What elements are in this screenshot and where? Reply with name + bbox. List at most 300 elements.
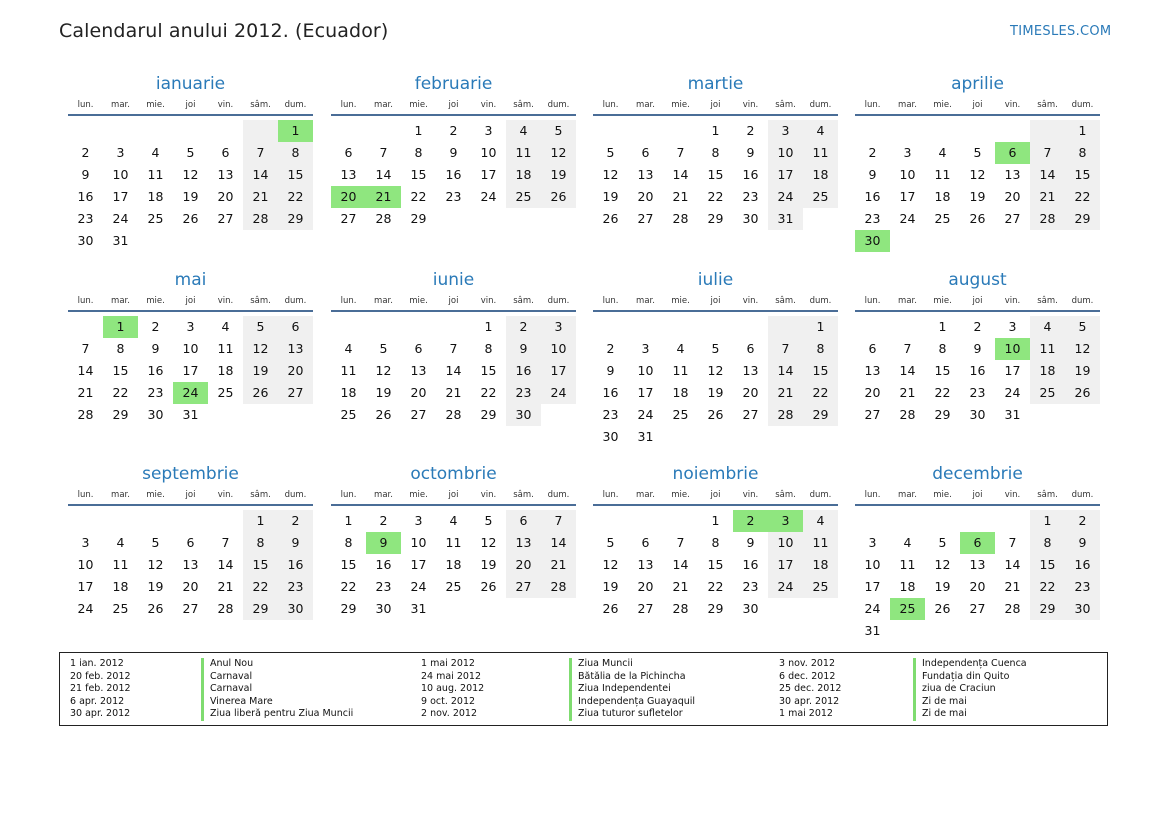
day-cell: 24 [77, 601, 94, 616]
day-grid [593, 120, 838, 230]
day-cell: 12 [707, 363, 724, 378]
holiday-day: 10 [995, 338, 1030, 360]
day-cell: 19 [1065, 360, 1100, 382]
weekday-label: mie. [409, 100, 428, 110]
day-cell: 21 [672, 579, 689, 594]
day-cell: 8 [803, 338, 838, 360]
legend-date: 24 mai 2012 [421, 670, 482, 682]
weekday-label: mar. [374, 296, 393, 306]
weekday-label: mie. [146, 100, 165, 110]
day-cell: 10 [768, 532, 803, 554]
day-cell: 6 [344, 145, 353, 160]
weekday-header [68, 292, 313, 310]
day-cell: 25 [803, 186, 838, 208]
day-cell: 9 [606, 363, 615, 378]
day-grid [855, 120, 1100, 252]
day-cell: 24 [864, 601, 881, 616]
day-cell: 18 [672, 385, 689, 400]
empty-cell [698, 316, 733, 338]
day-cell: 3 [868, 535, 877, 550]
weekday-label: vin. [217, 100, 234, 110]
day-cell: 12 [602, 557, 619, 572]
day-cell: 6 [868, 341, 877, 356]
month-aprilie [855, 72, 1100, 252]
day-cell: 10 [768, 142, 803, 164]
day-cell: 21 [445, 385, 462, 400]
header-divider [855, 504, 1100, 506]
day-cell: 23 [445, 189, 462, 204]
day-cell: 28 [375, 211, 392, 226]
weekday-header [331, 292, 576, 310]
day-cell: 14 [672, 557, 689, 572]
holiday-day: 1 [103, 316, 138, 338]
weekday-label: mar. [898, 100, 917, 110]
day-cell: 13 [340, 167, 357, 182]
day-cell: 26 [375, 407, 392, 422]
day-cell: 27 [742, 407, 759, 422]
empty-cell [768, 316, 803, 338]
day-cell: 8 [116, 341, 125, 356]
weekday-label: mie. [671, 100, 690, 110]
month-septembrie [68, 462, 313, 620]
weekday-label: mar. [636, 100, 655, 110]
day-cell: 24 [112, 211, 129, 226]
day-cell: 3 [116, 145, 125, 160]
weekday-label: dum. [809, 296, 832, 306]
day-cell: 12 [182, 167, 199, 182]
day-cell: 18 [340, 385, 357, 400]
month-title: decembrie [932, 464, 1023, 484]
day-cell: 12 [602, 167, 619, 182]
month-august [855, 268, 1100, 426]
legend-date: 2 nov. 2012 [421, 708, 477, 719]
holiday-day: 3 [768, 510, 803, 532]
day-cell: 19 [602, 189, 619, 204]
weekday-label: joi [448, 490, 459, 500]
day-cell: 26 [934, 601, 951, 616]
empty-cell [173, 120, 208, 142]
day-cell: 2 [1065, 510, 1100, 532]
day-cell: 23 [1065, 576, 1100, 598]
day-cell: 15 [707, 167, 724, 182]
day-cell: 2 [506, 316, 541, 338]
day-cell: 24 [899, 211, 916, 226]
day-cell: 18 [934, 189, 951, 204]
empty-cell [208, 510, 243, 532]
empty-cell [103, 120, 138, 142]
day-cell: 11 [340, 363, 357, 378]
day-cell: 30 [506, 404, 541, 426]
day-cell: 7 [1008, 535, 1017, 550]
day-cell: 6 [278, 316, 313, 338]
day-cell: 26 [541, 186, 576, 208]
day-cell: 22 [934, 385, 951, 400]
day-cell: 17 [864, 579, 881, 594]
day-cell: 28 [672, 601, 689, 616]
day-cell: 4 [116, 535, 125, 550]
day-cell: 13 [969, 557, 986, 572]
weekday-label: sâm. [1037, 100, 1058, 110]
empty-cell [925, 120, 960, 142]
legend-holiday-name: Anul Nou [201, 658, 253, 671]
day-cell: 20 [506, 554, 541, 576]
header-divider [593, 310, 838, 312]
day-cell: 14 [1004, 557, 1021, 572]
weekday-label: mie. [409, 490, 428, 500]
day-cell: 28 [77, 407, 94, 422]
weekday-label: mar. [111, 100, 130, 110]
day-cell: 11 [1030, 338, 1065, 360]
weekday-label: dum. [547, 296, 570, 306]
day-cell: 2 [278, 510, 313, 532]
day-cell: 12 [934, 557, 951, 572]
legend-date: 1 mai 2012 [779, 708, 833, 719]
weekday-label: sâm. [250, 490, 271, 500]
empty-cell [628, 120, 663, 142]
weekday-label: lun. [864, 296, 881, 306]
day-cell: 16 [375, 557, 392, 572]
day-cell: 2 [868, 145, 877, 160]
day-cell: 30 [602, 429, 619, 444]
day-cell: 14 [672, 167, 689, 182]
weekday-label: mie. [671, 296, 690, 306]
day-cell: 8 [278, 142, 313, 164]
day-cell: 28 [541, 576, 576, 598]
day-cell: 16 [969, 363, 986, 378]
day-cell: 13 [637, 557, 654, 572]
day-cell: 1 [1065, 120, 1100, 142]
day-cell: 28 [899, 407, 916, 422]
holiday-legend [59, 652, 1108, 726]
day-cell: 10 [637, 363, 654, 378]
day-grid [331, 120, 576, 230]
day-cell: 17 [182, 363, 199, 378]
day-cell: 28 [672, 211, 689, 226]
day-cell: 22 [480, 385, 497, 400]
day-cell: 14 [899, 363, 916, 378]
brand-link[interactable]: TIMESLES.COM [1010, 24, 1112, 39]
day-cell: 26 [147, 601, 164, 616]
day-cell: 7 [379, 145, 388, 160]
day-cell: 5 [1065, 316, 1100, 338]
day-cell: 11 [803, 142, 838, 164]
day-cell: 4 [803, 120, 838, 142]
day-cell: 15 [112, 363, 129, 378]
day-cell: 22 [707, 579, 724, 594]
day-cell: 3 [81, 535, 90, 550]
legend-holiday-name: Ziua Muncii [569, 658, 633, 671]
page-title: Calendarul anului 2012. (Ecuador) [59, 20, 389, 42]
day-cell: 14 [541, 532, 576, 554]
day-cell: 12 [969, 167, 986, 182]
weekday-label: joi [710, 490, 721, 500]
day-cell: 6 [506, 510, 541, 532]
day-cell: 5 [484, 513, 493, 528]
day-cell: 9 [746, 145, 755, 160]
weekday-label: lun. [602, 100, 619, 110]
day-cell: 25 [147, 211, 164, 226]
weekday-label: dum. [809, 490, 832, 500]
day-cell: 9 [449, 145, 458, 160]
legend-holiday-name: Carnaval [201, 683, 252, 696]
weekday-label: sâm. [513, 100, 534, 110]
month-mai [68, 268, 313, 426]
empty-cell [663, 510, 698, 532]
day-cell: 31 [864, 623, 881, 638]
weekday-label: joi [185, 296, 196, 306]
empty-cell [208, 120, 243, 142]
weekday-label: joi [710, 100, 721, 110]
empty-cell [925, 510, 960, 532]
day-cell: 7 [1030, 142, 1065, 164]
legend-holiday-name: Bătălia de la Pichincha [569, 671, 686, 684]
weekday-header [593, 96, 838, 114]
day-cell: 6 [746, 341, 755, 356]
empty-cell [733, 316, 768, 338]
month-title: iulie [697, 270, 734, 290]
holiday-day: 20 [331, 186, 366, 208]
day-cell: 22 [112, 385, 129, 400]
day-cell: 30 [375, 601, 392, 616]
weekday-label: mie. [933, 296, 952, 306]
day-cell: 9 [506, 338, 541, 360]
day-cell: 3 [768, 120, 803, 142]
day-cell: 9 [81, 167, 90, 182]
day-cell: 4 [506, 120, 541, 142]
legend-date: 20 feb. 2012 [70, 670, 131, 682]
day-cell: 5 [973, 145, 982, 160]
day-cell: 5 [711, 341, 720, 356]
day-cell: 23 [742, 579, 759, 594]
day-cell: 4 [344, 341, 353, 356]
weekday-label: sâm. [250, 100, 271, 110]
day-cell: 5 [606, 535, 615, 550]
day-cell: 6 [414, 341, 423, 356]
day-cell: 18 [445, 557, 462, 572]
day-cell: 15 [1065, 164, 1100, 186]
day-cell: 24 [637, 407, 654, 422]
day-cell: 11 [672, 363, 689, 378]
day-cell: 8 [484, 341, 493, 356]
day-cell: 8 [711, 145, 720, 160]
day-cell: 21 [1004, 579, 1021, 594]
weekday-label: lun. [340, 490, 357, 500]
day-cell: 2 [81, 145, 90, 160]
day-cell: 29 [934, 407, 951, 422]
day-cell: 4 [903, 535, 912, 550]
day-cell: 5 [186, 145, 195, 160]
weekday-label: mar. [636, 490, 655, 500]
weekday-label: mar. [636, 296, 655, 306]
day-grid [855, 316, 1100, 426]
day-cell: 21 [768, 382, 803, 404]
day-cell: 10 [112, 167, 129, 182]
header-divider [855, 310, 1100, 312]
day-cell: 6 [186, 535, 195, 550]
day-cell: 29 [410, 211, 427, 226]
day-cell: 26 [602, 601, 619, 616]
day-cell: 16 [506, 360, 541, 382]
weekday-label: sâm. [775, 100, 796, 110]
day-cell: 7 [81, 341, 90, 356]
day-cell: 13 [864, 363, 881, 378]
day-cell: 16 [147, 363, 164, 378]
month-ianuarie [68, 72, 313, 252]
day-cell: 20 [637, 189, 654, 204]
day-cell: 15 [340, 557, 357, 572]
empty-cell [890, 316, 925, 338]
day-cell: 22 [243, 576, 278, 598]
legend-holiday-name: Carnaval [201, 671, 252, 684]
day-cell: 11 [899, 557, 916, 572]
day-cell: 29 [340, 601, 357, 616]
day-cell: 17 [637, 385, 654, 400]
day-cell: 6 [641, 145, 650, 160]
day-cell: 18 [217, 363, 234, 378]
weekday-label: joi [448, 100, 459, 110]
empty-cell [103, 510, 138, 532]
day-cell: 3 [641, 341, 650, 356]
holiday-day: 6 [995, 142, 1030, 164]
day-cell: 9 [151, 341, 160, 356]
day-cell: 13 [182, 557, 199, 572]
empty-cell [593, 510, 628, 532]
day-cell: 7 [676, 535, 685, 550]
holiday-day: 9 [366, 532, 401, 554]
day-grid [593, 510, 838, 620]
day-cell: 29 [243, 598, 278, 620]
weekday-label: mar. [898, 296, 917, 306]
header-divider [68, 504, 313, 506]
day-cell: 13 [278, 338, 313, 360]
empty-cell [663, 120, 698, 142]
weekday-label: vin. [217, 296, 234, 306]
day-cell: 16 [742, 557, 759, 572]
day-cell: 20 [182, 579, 199, 594]
weekday-header [593, 292, 838, 310]
weekday-label: lun. [864, 490, 881, 500]
day-cell: 17 [410, 557, 427, 572]
day-cell: 19 [147, 579, 164, 594]
header-divider [331, 114, 576, 116]
day-cell: 16 [445, 167, 462, 182]
day-cell: 6 [641, 535, 650, 550]
legend-holiday-name: Vinerea Mare [201, 696, 273, 709]
header-divider [68, 310, 313, 312]
weekday-label: sâm. [1037, 296, 1058, 306]
day-cell: 7 [449, 341, 458, 356]
day-cell: 12 [541, 142, 576, 164]
day-cell: 12 [1065, 338, 1100, 360]
day-cell: 4 [938, 145, 947, 160]
header-divider [331, 504, 576, 506]
day-cell: 16 [77, 189, 94, 204]
legend-holiday-name: Independența Guayaquil [569, 696, 695, 709]
day-cell: 14 [77, 363, 94, 378]
day-cell: 8 [414, 145, 423, 160]
month-title: ianuarie [155, 74, 226, 94]
day-cell: 10 [410, 535, 427, 550]
header-divider [68, 114, 313, 116]
day-cell: 25 [672, 407, 689, 422]
day-cell: 7 [768, 338, 803, 360]
day-cell: 31 [1004, 407, 1021, 422]
day-cell: 9 [746, 535, 755, 550]
day-cell: 6 [221, 145, 230, 160]
day-cell: 15 [707, 557, 724, 572]
day-grid [68, 120, 313, 252]
day-cell: 10 [541, 338, 576, 360]
empty-cell [890, 120, 925, 142]
day-cell: 28 [243, 208, 278, 230]
holiday-day: 24 [173, 382, 208, 404]
month-title: octombrie [410, 464, 497, 484]
legend-date: 9 oct. 2012 [421, 695, 476, 707]
day-cell: 1 [803, 316, 838, 338]
day-cell: 19 [480, 557, 497, 572]
day-cell: 10 [77, 557, 94, 572]
empty-cell [663, 316, 698, 338]
day-cell: 27 [217, 211, 234, 226]
month-title: aprilie [951, 74, 1004, 94]
empty-cell [138, 510, 173, 532]
day-cell: 17 [112, 189, 129, 204]
day-cell: 19 [243, 360, 278, 382]
day-cell: 1 [243, 510, 278, 532]
day-cell: 1 [484, 319, 493, 334]
day-cell: 19 [375, 385, 392, 400]
day-cell: 15 [803, 360, 838, 382]
day-cell: 30 [278, 598, 313, 620]
day-cell: 28 [768, 404, 803, 426]
day-cell: 3 [414, 513, 423, 528]
header-divider [593, 114, 838, 116]
day-cell: 8 [344, 535, 353, 550]
legend-holiday-name: Fundația din Quito [913, 671, 1009, 684]
day-grid [331, 510, 576, 620]
day-cell: 23 [375, 579, 392, 594]
day-cell: 21 [217, 579, 234, 594]
weekday-label: joi [448, 296, 459, 306]
day-cell: 20 [1004, 189, 1021, 204]
legend-holiday-name: Ziua tuturor sufletelor [569, 708, 683, 721]
month-octombrie [331, 462, 576, 620]
day-cell: 29 [803, 404, 838, 426]
empty-cell [68, 316, 103, 338]
empty-cell [855, 510, 890, 532]
day-cell: 15 [1030, 554, 1065, 576]
day-cell: 10 [899, 167, 916, 182]
day-cell: 1 [711, 513, 720, 528]
day-cell: 11 [147, 167, 164, 182]
day-cell: 30 [77, 233, 94, 248]
empty-cell [331, 120, 366, 142]
month-iunie [331, 268, 576, 426]
day-cell: 12 [480, 535, 497, 550]
legend-date: 30 apr. 2012 [70, 708, 131, 719]
day-cell: 14 [243, 164, 278, 186]
day-cell: 8 [243, 532, 278, 554]
empty-cell [68, 510, 103, 532]
day-cell: 18 [803, 554, 838, 576]
empty-cell [855, 120, 890, 142]
day-cell: 5 [379, 341, 388, 356]
day-cell: 5 [606, 145, 615, 160]
empty-cell [995, 120, 1030, 142]
day-cell: 21 [672, 189, 689, 204]
day-cell: 23 [506, 382, 541, 404]
day-cell: 2 [746, 123, 755, 138]
